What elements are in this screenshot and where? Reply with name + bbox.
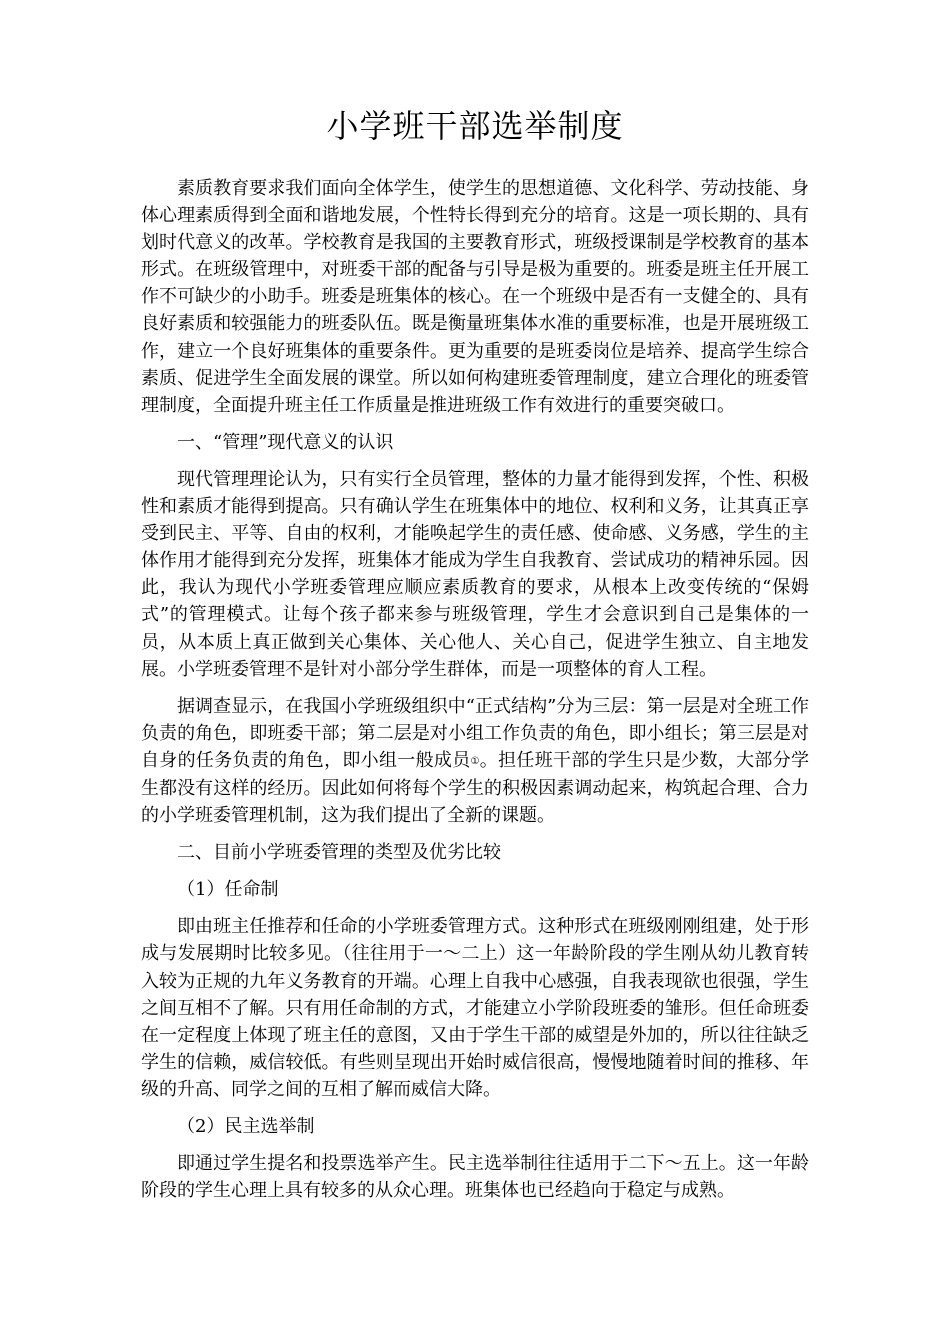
subheading-appointment: （1）任命制: [177, 879, 279, 901]
paragraph-survey: [141, 693, 809, 829]
paragraph-election: 即通过学生提名和投票选举产生。民主选举制往往适用于二下～五上。这一年龄阶段的学生心理上具有较多的从众心理。班集体也已经趋向于稳定与成熟。: [141, 1153, 809, 1202]
survey-text-after: 。担任班干部的学生只是少数，大部分学生都没有这样的经历。因此如何将每个学生的积极因素调动起来，构筑起合理、合力的小学班委管理机制，这为我们提出了全新的课题。: [141, 749, 810, 827]
paragraph-modern-management: 现代管理理论认为，只有实行全员管理，整体的力量才能得到发挥，个性、积极性和素质才能得到提高。只有确认学生在班集体中的地位、权利和义务，让其真正享受到民主、平等、自由的权利，才能唤起学生的责任感、使命感、义务感，学生的主体作用才能得到充分发挥，班集体才能成为学生自我教育、尝试成功的精神乐园。因此，我认为现代小学班委管理应顺应素质教育的要求，从根本上改变传统的“保姆式”的管理模式。让每个孩子都来参与班级管理，学生才会意识到自己是集体的一员，从本质上真正做到关心集体、关心他人、关心自己，促进学生独立、自主地发展。小学班委管理不是针对小部分学生群体，而是一项整体的育人工程。: [141, 468, 809, 680]
document-page: [141, 0, 809, 1214]
section-heading-1: 一、“管理”现代意义的认识: [177, 431, 394, 453]
subheading-election: （2）民主选举制: [177, 1116, 315, 1137]
intro-paragraph: 素质教育要求我们面向全体学生，使学生的思想道德、文化科学、劳动技能、身体心理素质得到全面和谐地发展，个性特长得到充分的培育。这是一项长期的、具有划时代意义的改革。学校教育是我国的主要教育形式，班级授课制是学校教育的基本形式。在班级管理中，对班委干部的配备与引导是极为重要的。班委是班主任开展工作不可缺少的小助手。班委是班集体的核心。在一个班级中是否有一支健全的、具有良好素质和较强能力的班委队伍。既是衡量班集体水准的重要标准，也是开展班级工作，建立一个良好班集体的重要条件。更为重要的是班委岗位是培养、提高学生综合素质、促进学生全面发展的课堂。所以如何构建班委管理制度，建立合理化的班委管理制度，全面提升班主任工作质量是推进班级工作有效进行的重要突破口。: [141, 178, 809, 416]
paragraph-appointment: 即由班主任推荐和任命的小学班委管理方式。这种形式在班级刚刚组建，处于形成与发展期时比较多见。（往往用于一～二上）这一年龄阶段的学生刚从幼儿教育转入较为正规的九年义务教育的开端。心理上自我中心感强，自我表现欲也很强，学生之间互相不了解。只有用任命制的方式，才能建立小学阶段班委的雏形。但任命班委在一定程度上体现了班主任的意图，又由于学生干部的威望是外加的，所以往往缺乏学生的信赖，威信较低。有些则呈现出开始时威信很高，慢慢地随着时间的推移、年级的升高、同学之间的互相了解而威信大降。: [141, 916, 809, 1100]
section-heading-2: 二、目前小学班委管理的类型及优劣比较: [177, 842, 501, 864]
footnote-marker: ①: [470, 755, 480, 767]
document-body: [141, 175, 809, 1204]
document-title: 小学班干部选举制度: [326, 107, 624, 145]
survey-text-before: 据调查显示，在我国小学班级组织中“正式结构”分为三层：第一层是对全班工作负责的角色，即班委干部；第二层是对小组工作负责的角色，即小组长；第三层是对自身的任务负责的角色，即小组一般成员: [141, 695, 809, 771]
